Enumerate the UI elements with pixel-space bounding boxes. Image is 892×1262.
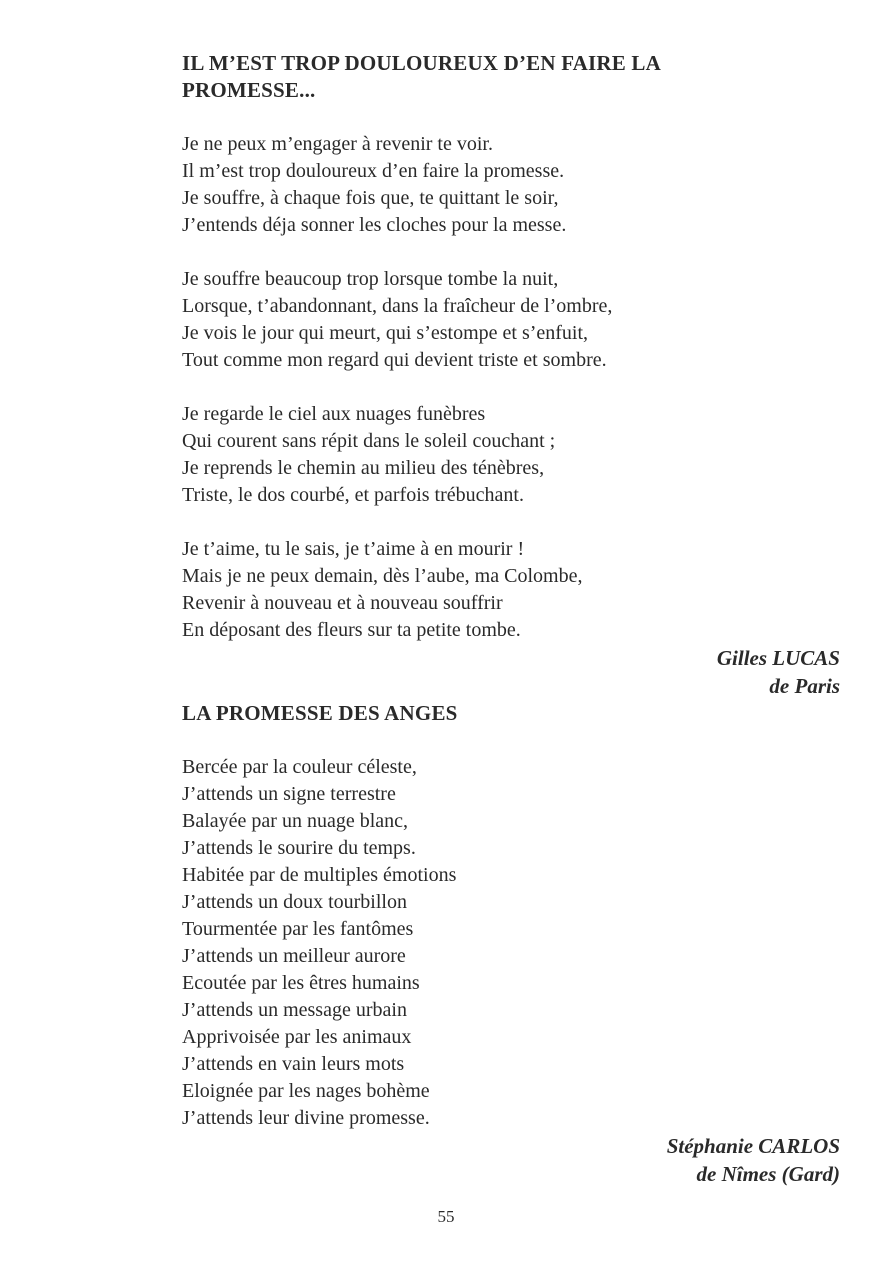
verse-line: Je reprends le chemin au milieu des ténèbres, (182, 457, 545, 479)
author-name: Gilles LUCAS (716, 646, 840, 670)
poem-title-line: IL M’EST TROP DOULOUREUX D’EN FAIRE LA (182, 51, 662, 75)
verse-line: Je ne peux m’engager à revenir te voir. (182, 133, 493, 155)
stanza (182, 536, 840, 644)
poem-2 (182, 700, 840, 1188)
verse-line: Bercée par la couleur céleste, (182, 756, 417, 778)
poem-1 (182, 50, 840, 700)
verse-line: Je souffre beaucoup trop lorsque tombe la nuit, (182, 268, 559, 290)
stanza (182, 754, 840, 1132)
verse-line: Lorsque, t’abandonnant, dans la fraîcheur de l’ombre, (182, 295, 613, 317)
verse-line: J’entends déja sonner les cloches pour la messe. (182, 214, 567, 236)
stanza (182, 266, 840, 374)
verse-line: Habitée par de multiples émotions (182, 864, 457, 886)
verse-line: Revenir à nouveau et à nouveau souffrir (182, 592, 503, 614)
poem-signature (182, 1132, 840, 1188)
verse-line: Tourmentée par les fantômes (182, 918, 414, 940)
verse-line: Tout comme mon regard qui devient triste et sombre. (182, 349, 607, 371)
stanza (182, 401, 840, 509)
poem-signature (182, 644, 840, 700)
verse-line: J’attends en vain leurs mots (182, 1053, 405, 1075)
verse-line: Triste, le dos courbé, et parfois trébuchant. (182, 484, 524, 506)
page-number: 55 (437, 1207, 455, 1226)
verse-line: Je souffre, à chaque fois que, te quittant le soir, (182, 187, 559, 209)
verse-line: Il m’est trop douloureux d’en faire la promesse. (182, 160, 565, 182)
verse-line: J’attends un meilleur aurore (182, 945, 406, 967)
verse-line: Balayée par un nuage blanc, (182, 810, 409, 832)
verse-line: Ecoutée par les êtres humains (182, 972, 420, 994)
verse-line: J’attends leur divine promesse. (182, 1107, 430, 1129)
verse-line: Je vois le jour qui meurt, qui s’estompe et s’enfuit, (182, 322, 589, 344)
verse-line: En déposant des fleurs sur ta petite tombe. (182, 619, 521, 641)
poem-title-line: LA PROMESSE DES ANGES (182, 701, 458, 725)
verse-line: Je t’aime, tu le sais, je t’aime à en mourir ! (182, 538, 525, 560)
verse-line: J’attends un signe terrestre (182, 783, 396, 805)
author-origin: de Nîmes (Gard) (696, 1162, 840, 1186)
verse-line: J’attends un doux tourbillon (182, 891, 407, 913)
verse-line: J’attends le sourire du temps. (182, 837, 416, 859)
poem-title (182, 700, 840, 727)
verse-line: Apprivoisée par les animaux (182, 1026, 412, 1048)
verse-line: Qui courent sans répit dans le soleil couchant ; (182, 430, 556, 452)
poem-title (182, 50, 840, 104)
verse-line: J’attends un message urbain (182, 999, 407, 1021)
poem-title-line: PROMESSE... (182, 78, 316, 102)
verse-line: Mais je ne peux demain, dès l’aube, ma Colombe, (182, 565, 583, 587)
stanza (182, 131, 840, 239)
verse-line: Je regarde le ciel aux nuages funèbres (182, 403, 486, 425)
author-origin: de Paris (769, 674, 840, 698)
page-content (182, 50, 840, 1188)
verse-line: Eloignée par les nages bohème (182, 1080, 430, 1102)
author-name: Stéphanie CARLOS (666, 1134, 840, 1158)
